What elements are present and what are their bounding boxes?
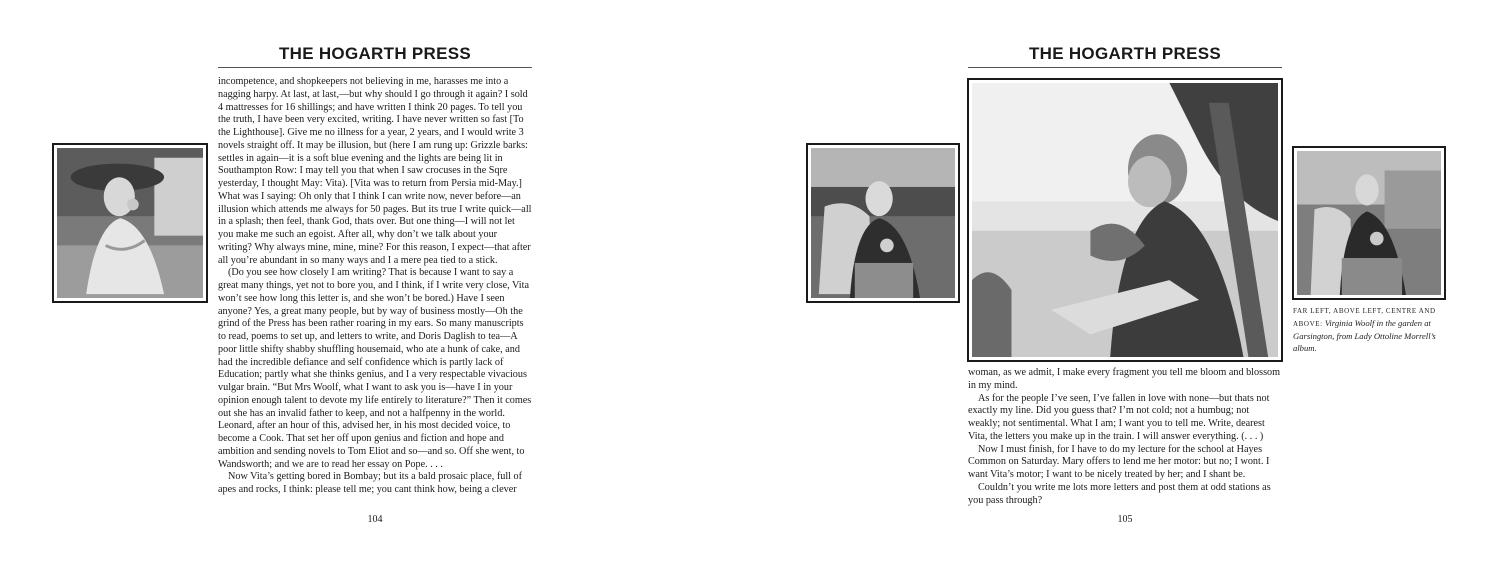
photo-woolf-centre xyxy=(967,78,1283,362)
page-number-left: 104 xyxy=(367,514,383,525)
photo-woolf-hat xyxy=(52,143,208,303)
header-rule-left xyxy=(218,67,532,68)
caption-text: Virginia Woolf in the garden at Garsington, from Lady Ottoline Morrell’s album. xyxy=(1293,318,1436,353)
paragraph: Now I must finish, for I have to do my lecture for the school at Hayes Common on Saturday. Mary offers to lend me her motor: but no; I wont. I want Vita’s motor; I want to be nicely treated by her; and I shant be. xyxy=(968,443,1270,480)
paragraph: As for the people I’ve seen, I’ve fallen in love with none—but thats not exactly my line. Did you guess that? I’m not cold; not a humbug; not weakly; not sentimental. What I am; I want you to tell me. Write, dearest Vita, the letters you make up in the train. I will answer everything. (. . . ) xyxy=(968,392,1270,442)
right-page xyxy=(750,0,1500,566)
page-number-right: 105 xyxy=(1117,514,1133,525)
running-head-right: THE HOGARTH PRESS xyxy=(1028,44,1222,63)
paragraph: woman, as we admit, I make every fragment you tell me bloom and blossom in my mind. xyxy=(968,367,1281,391)
caption-label: FAR LEFT, ABOVE LEFT, CENTRE AND ABOVE: xyxy=(1293,307,1436,328)
photo-caption xyxy=(1293,304,1451,354)
paragraph: Now Vita’s getting bored in Bombay; but its a bald prosaic place, full of apes and rocks, I think: please tell me; you cant think how, being a clever xyxy=(218,471,523,495)
running-head-left: THE HOGARTH PRESS xyxy=(278,44,472,63)
header-rule-right xyxy=(968,67,1282,68)
paragraph: Couldn’t you write me lots more letters and post them at odd stations as you pass through? xyxy=(968,481,1271,506)
body-text-left xyxy=(218,76,532,497)
photo-woolf-seated-left xyxy=(806,143,960,303)
body-text-right xyxy=(968,367,1284,507)
photo-woolf-seated-right xyxy=(1292,146,1446,300)
paragraph: (Do you see how closely I am writing? That is because I want to say a great many things, yet not to bore you, and I think, if I write very close, Vita won’t see how long this letter is, and she won’t be bored.) Have I seen anyone? Yes, a great many people, but by way of business mostly—Oh the grind of the Press has been rather roaring in my ears. So many manuscripts to read, poems to set up, and letters to write, and Doris Daglish to tea—A poor little shifty shabby shuffling housemaid, who ate a hunk of cake, and had the incredible defiance and self confidence which is partly lack of Education; partly what she thinks genius, and I a very respectable vivacious vulgar brain. “But Mrs Woolf, what I want to ask you is—have I in your opinion enough talent to devote my life entirely to literature?” Then it comes out she has an invalid father to keep, and not a halfpenny in the world. Leonard, after an hour of this, advised her, in his most decided voice, to become a Cook. That set her off upon genius and fiction and hope and ambition and sending novels to Tom Eliot and so—and so. Off she went, to Wandsworth; and we are to read her essay on Pope. . . . xyxy=(218,267,532,470)
paragraph: incompetence, and shopkeepers not believing in me, harasses me into a nagging harpy. At last, at last,—but why should I go through it again? I sold 4 mattresses for 16 shillings; and have written I think 20 pages. To tell you the truth, I have been very excited, writing. I have never written so fast [To the Lighthouse]. Give me no illness for a year, 2 years, and I would write 3 novels straight off. It may be illusion, but (here I am rung up: Grizzle barks: settles in again—it is a soft blue evening and the lights are being lit in Southampton Row: I may tell you that when I saw crocuses in the Sqre yesterday, I thought May: Vita). [Vita was to return from Persia mid-May.] What was I saying: Oh only that I think I can write now, never before—an illusion which attends me always for 50 pages. But its true I write quick—all in a splash; then feel, thank God, thats over. But one thing—I will not let you make me such an egoist. After all, why don’t we talk about your writing? Why always mine, mine, mine? For this reason, I expect—that after all you’re abundant in so many ways and I a mere pea tied to a stick. xyxy=(218,76,532,266)
